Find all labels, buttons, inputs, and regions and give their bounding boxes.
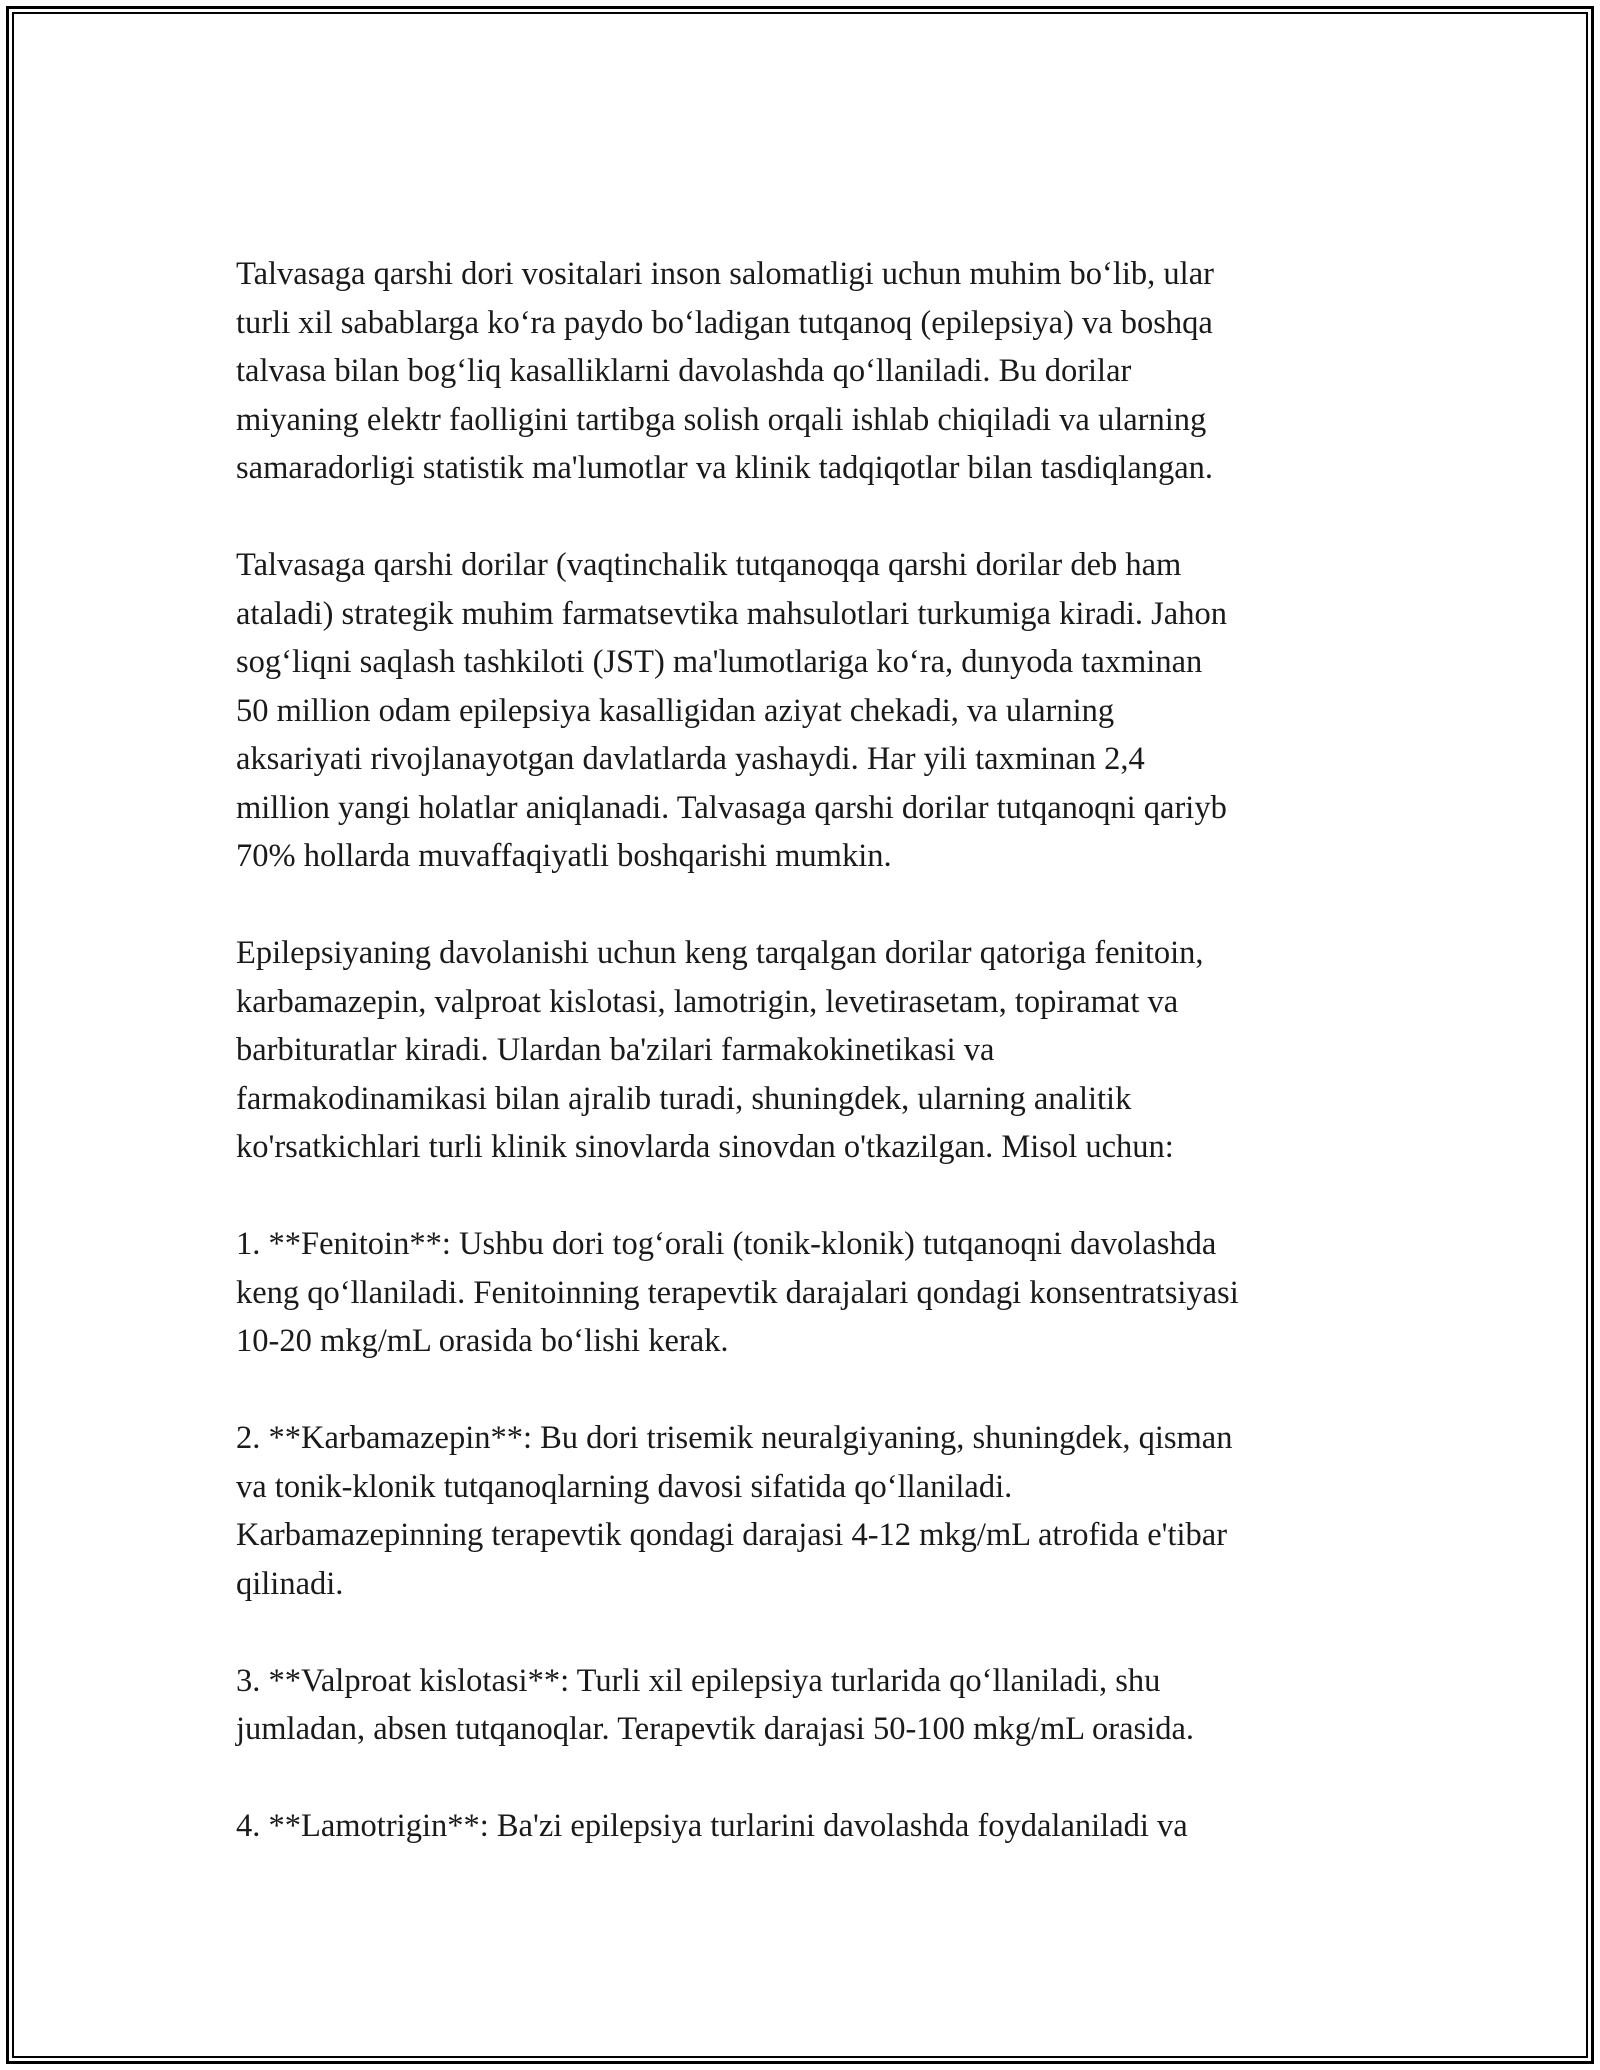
text-line: sog‘liqni saqlash tashkiloti (JST) ma'lumotlariga ko‘ra, dunyoda taxminan <box>236 644 1203 680</box>
text-line: 70% hollarda muvaffaqiyatli boshqarishi mumkin. <box>236 838 892 874</box>
text-line: jumladan, absen tutqanoqlar. Terapevtik darajasi 50-100 mkg/mL orasida. <box>236 1711 1195 1747</box>
text-line: farmakodinamikasi bilan ajralib turadi, shuningdek, ularning analitik <box>236 1080 1132 1117</box>
text-line: barbituratlar kiradi. Ulardan ba'zilari farmakokinetikasi va <box>236 1032 995 1068</box>
text-line: 3. **Valproat kislotasi**: Turli xil epilepsiya turlarida qo‘llaniladi, shu <box>236 1662 1161 1699</box>
list-item-fenitoin <box>236 1220 1386 1366</box>
text-line: samaradorligi statistik ma'lumotlar va klinik tadqiqotlar bilan tasdiqlangan. <box>236 450 1214 486</box>
text-line: Talvasaga qarshi dorilar (vaqtinchalik tutqanoqqa qarshi dorilar deb ham <box>236 547 1182 583</box>
document-body <box>236 250 1386 1899</box>
text-line: ko'rsatkichlari turli klinik sinovlarda sinovdan o'tkazilgan. Misol uchun: <box>236 1129 1174 1165</box>
text-line: ataladi) strategik muhim farmatsevtika mahsulotlari turkumiga kiradi. Jahon <box>236 595 1227 632</box>
text-line: Epilepsiyaning davolanishi uchun keng tarqalgan dorilar qatoriga fenitoin, <box>236 935 1204 971</box>
text-line: 50 million odam epilepsiya kasalligidan aziyat chekadi, va ularning <box>236 692 1115 729</box>
paragraph-intro <box>236 250 1386 493</box>
text-line: miyaning elektr faolligini tartibga solish orqali ishlab chiqiladi va ularning <box>236 401 1207 438</box>
text-line: 1. **Fenitoin**: Ushbu dori tog‘orali (tonik-klonik) tutqanoqni davolashda <box>236 1226 1217 1262</box>
text-line: talvasa bilan bog‘liq kasalliklarni davolashda qo‘llaniladi. Bu dorilar <box>236 353 1132 389</box>
text-line: Talvasaga qarshi dori vositalari inson salomatligi uchun muhim bo‘lib, ular <box>236 256 1214 292</box>
text-line: aksariyati rivojlanayotgan davlatlarda yashaydi. Har yili taxminan 2,4 <box>236 741 1145 777</box>
text-line: Karbamazepinning terapevtik qondagi darajasi 4-12 mkg/mL atrofida e'tibar <box>236 1517 1228 1553</box>
paragraph-common-drugs <box>236 929 1386 1172</box>
text-line: va tonik-klonik tutqanoqlarning davosi sifatida qo‘llaniladi. <box>236 1468 1013 1505</box>
text-line: 10-20 mkg/mL orasida bo‘lishi kerak. <box>236 1323 729 1359</box>
list-item-valproat <box>236 1657 1386 1754</box>
text-line: 4. **Lamotrigin**: Ba'zi epilepsiya turlarini davolashda foydalaniladi va <box>236 1808 1188 1844</box>
text-line: million yangi holatlar aniqlanadi. Talvasaga qarshi dorilar tutqanoqni qariyb <box>236 789 1227 826</box>
list-item-karbamazepin <box>236 1414 1386 1608</box>
text-line: karbamazepin, valproat kislotasi, lamotrigin, levetirasetam, topiramat va <box>236 983 1179 1020</box>
text-line: qilinadi. <box>236 1565 344 1602</box>
text-line: keng qo‘llaniladi. Fenitoinning terapevtik darajalari qondagi konsentratsiyasi <box>236 1274 1239 1311</box>
list-item-lamotrigin <box>236 1802 1386 1851</box>
paragraph-statistics <box>236 541 1386 881</box>
text-line: 2. **Karbamazepin**: Bu dori trisemik neuralgiyaning, shuningdek, qisman <box>236 1420 1233 1456</box>
text-line: turli xil sabablarga ko‘ra paydo bo‘ladigan tutqanoq (epilepsiya) va boshqa <box>236 304 1213 341</box>
